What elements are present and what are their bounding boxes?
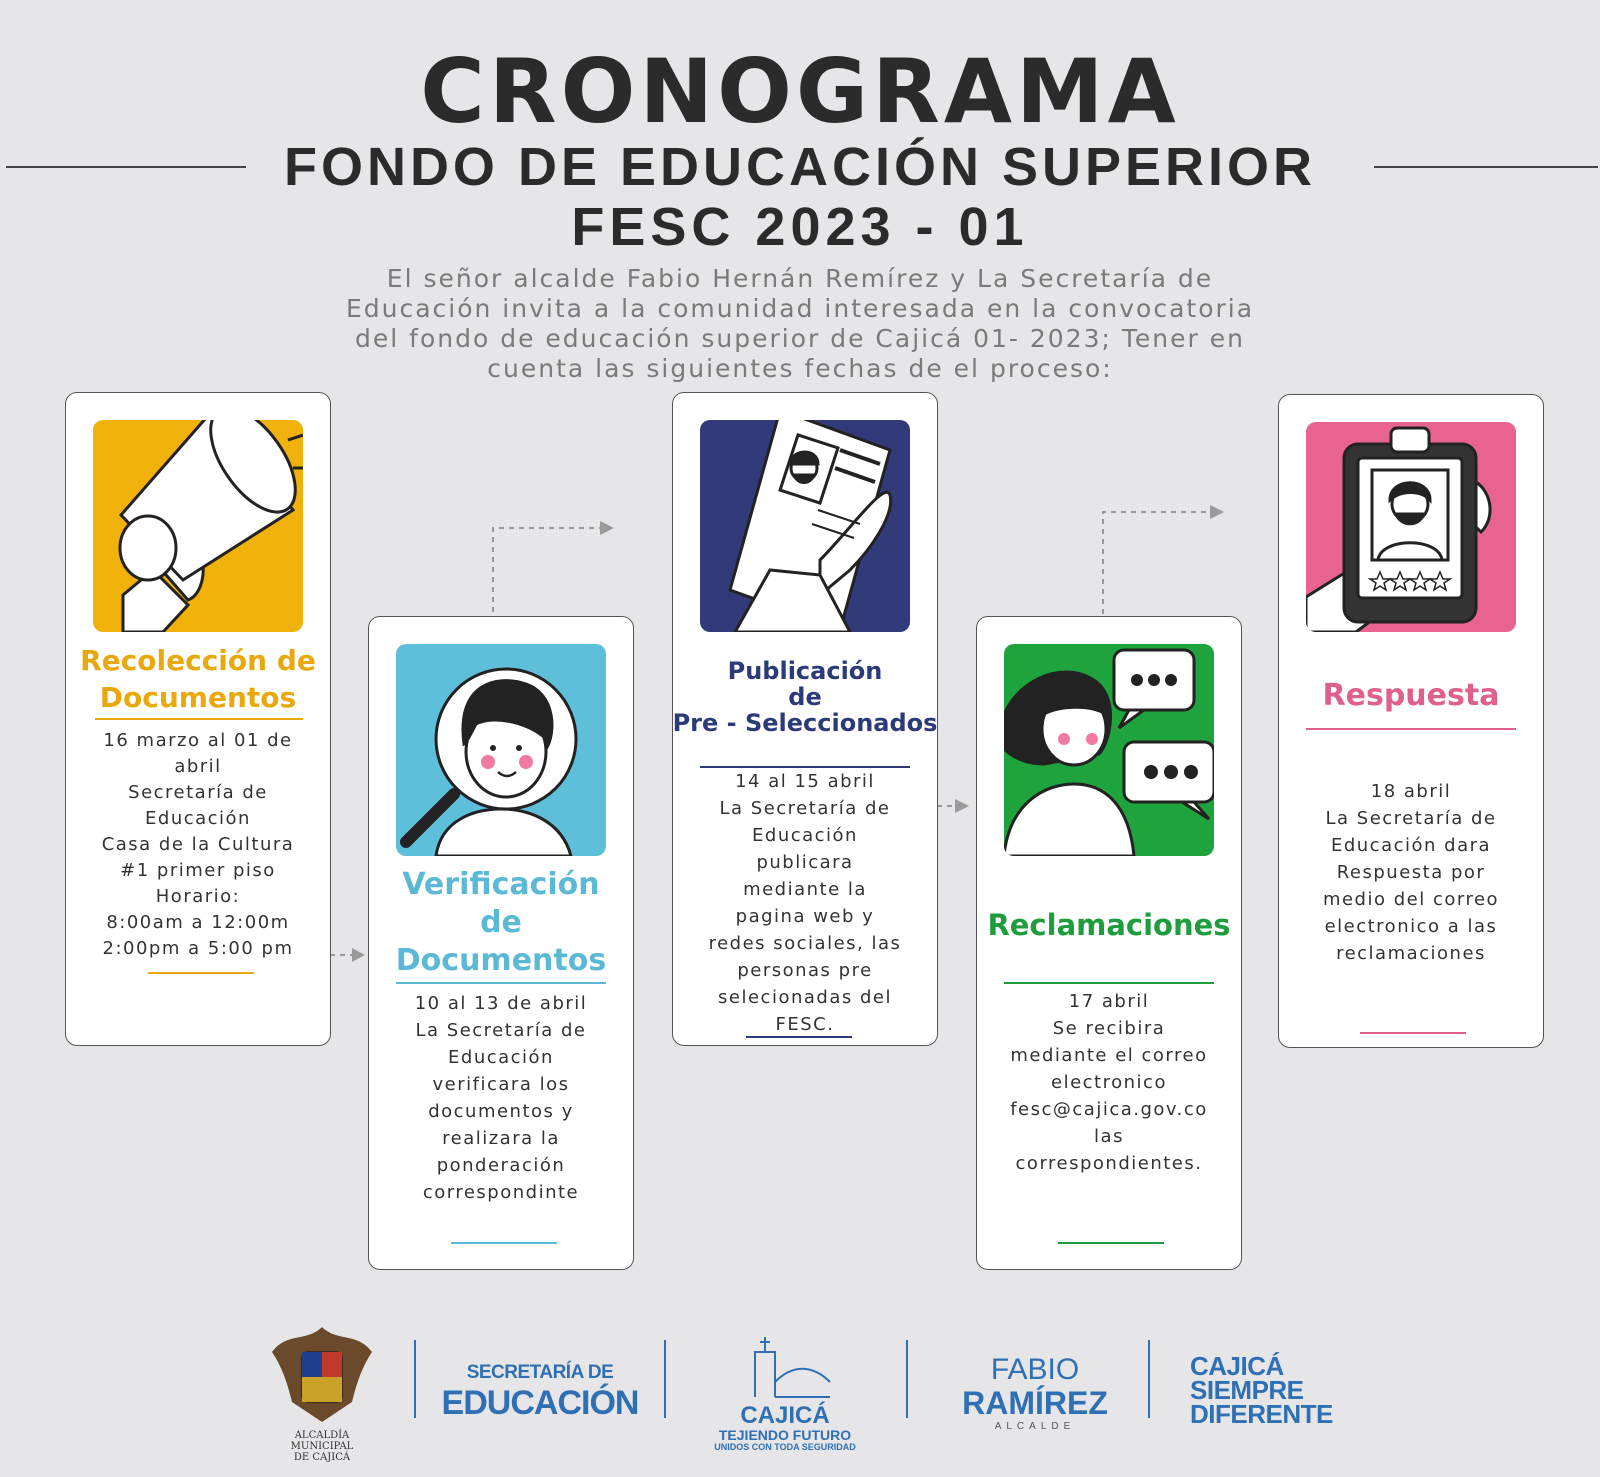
footer-divider xyxy=(664,1340,666,1418)
fabio-ramirez-logo: FABIO RAMÍREZ ALCALDE xyxy=(962,1353,1108,1432)
step-end-rule-verificacion xyxy=(451,1242,557,1244)
cathedral-icon xyxy=(735,1322,835,1402)
step-body-reclamaciones: 17 abril Se recibira mediante el correo electronico fesc@cajica.gov.co las correspondientes. xyxy=(1010,991,1208,1174)
footer-divider xyxy=(1148,1340,1150,1418)
step-end-rule-recoleccion xyxy=(148,972,254,974)
program-title: FONDO DE EDUCACIÓN SUPERIOR xyxy=(283,137,1317,197)
clipboard-tablet-icon xyxy=(1306,422,1516,632)
step-title-verificacion: Verificación de Documentos xyxy=(395,867,607,978)
chat-woman-icon xyxy=(1004,644,1214,856)
step-title-reclamaciones: Reclamaciones xyxy=(987,908,1231,942)
cajica-tejiendo-logo: CAJICÁ TEJIENDO FUTURO UNIDOS CON TODA SEGURIDAD xyxy=(700,1322,870,1452)
secretaria-logo: SECRETARÍA DE EDUCACIÓN xyxy=(441,1362,639,1422)
arrow-head-2 xyxy=(600,521,614,535)
step-title-publicacion: Publicación de Pre - Seleccionados xyxy=(672,657,938,737)
step-title-recoleccion: Recolección de Documentos xyxy=(80,644,316,714)
step-end-rule-respuesta xyxy=(1360,1032,1466,1034)
step-rule-recoleccion xyxy=(95,718,303,720)
program-code: FESC 2023 - 01 xyxy=(571,197,1029,257)
coat-of-arms-icon xyxy=(262,1322,382,1426)
step-rule-respuesta xyxy=(1306,728,1516,730)
cajica-siempre-diferente-logo: CAJICÁ SIEMPRE DIFERENTE xyxy=(1190,1351,1333,1429)
step-rule-reclamaciones xyxy=(1004,982,1214,984)
magnifier-person-icon xyxy=(396,644,606,856)
step-body-recoleccion: 16 marzo al 01 de abril Secretaría de Educación Casa de la Cultura #1 primer piso Horario: 8:00am a 12:00m 2:00pm a 5:00 pm xyxy=(101,730,295,959)
arrow-head-1 xyxy=(352,948,365,962)
page-title: CRONOGRAMA xyxy=(420,40,1180,143)
step-body-respuesta: 18 abril La Secretaría de Educación dara Respuesta por medio del correo electronico a las reclamaciones xyxy=(1322,781,1500,964)
step-end-rule-reclamaciones xyxy=(1058,1242,1164,1244)
document-hand-icon xyxy=(700,420,910,632)
step-body-verificacion: 10 al 13 de abril La Secretaría de Educación verificara los documentos y realizara la ponderación correspondinte xyxy=(414,993,588,1203)
step-body-publicacion: 14 al 15 abril La Secretaría de Educación publicara mediante la pagina web y redes sociales, las personas pre selecionadas del FESC. xyxy=(708,771,902,1035)
footer-divider xyxy=(906,1340,908,1418)
alcaldia-logo: ALCALDÍA MUNICIPAL DE CAJICÁ xyxy=(262,1322,382,1452)
step-end-rule-publicacion xyxy=(746,1036,852,1038)
step-title-respuesta: Respuesta xyxy=(1322,678,1500,713)
step-rule-verificacion xyxy=(396,982,606,984)
footer-divider xyxy=(414,1340,416,1418)
megaphone-icon xyxy=(93,420,303,632)
arrow-head-3 xyxy=(955,799,969,813)
intro-text: El señor alcalde Fabio Hernán Remírez y La Secretaría de Educación invita a la comunidad interesada en la convocatoria del fondo de educación superior de Cajicá 01- 2023; Tener en cuenta las siguientes fechas de el proceso: xyxy=(345,264,1255,383)
arrow-head-4 xyxy=(1210,505,1224,519)
